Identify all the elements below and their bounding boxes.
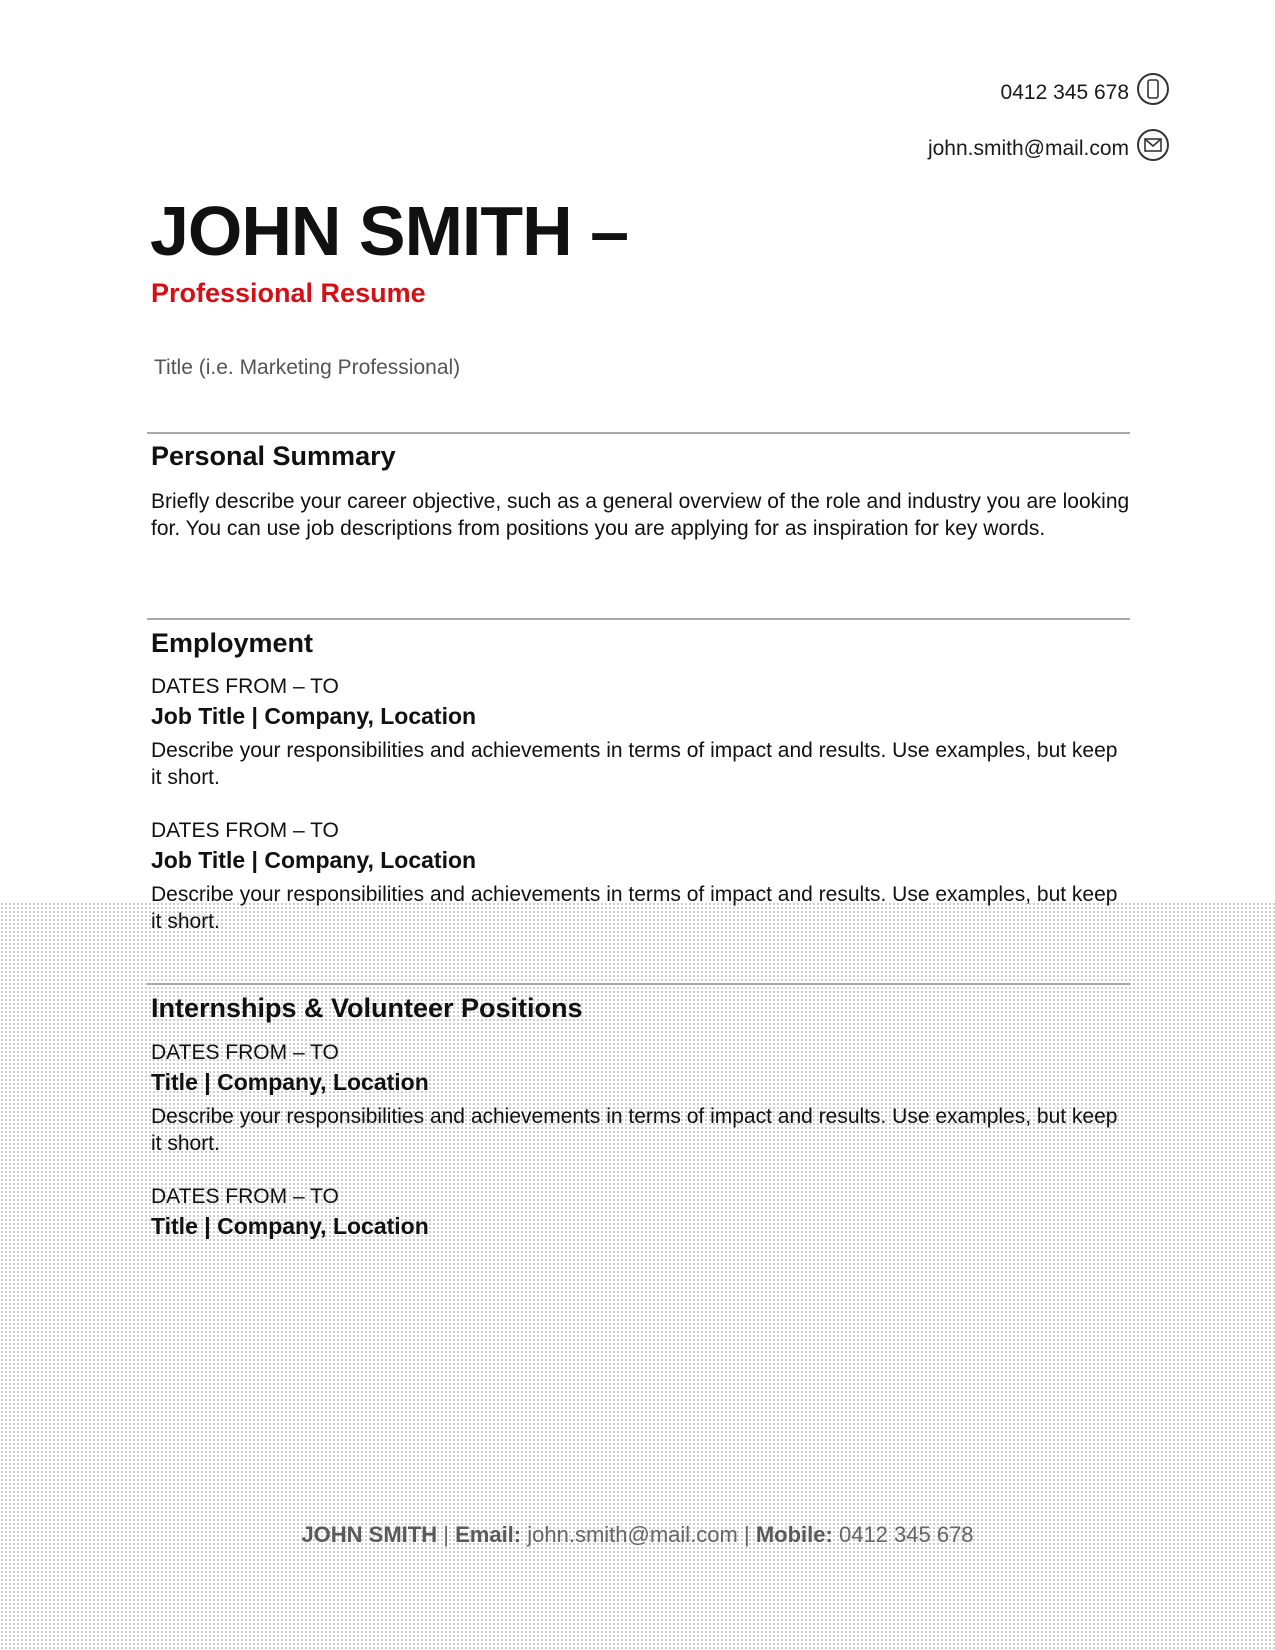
role-title-placeholder: Title (i.e. Marketing Professional) <box>154 356 461 379</box>
footer-separator: | <box>443 1522 449 1547</box>
footer-phone: 0412 345 678 <box>838 1522 974 1547</box>
employment-description: Describe your responsibilities and achievements in terms of impact and results. Use examples, but keep it short. <box>151 739 1118 789</box>
footer-name: JOHN SMITH <box>301 1522 438 1547</box>
footer-separator: | <box>744 1522 750 1547</box>
header-email-row <box>928 133 1169 165</box>
personal-summary-heading: Personal Summary <box>151 441 396 471</box>
resume-subtitle: Professional Resume <box>151 278 426 308</box>
section-divider <box>147 983 1130 985</box>
section-divider <box>147 618 1130 620</box>
internship-dates: DATES FROM – TO <box>151 1041 339 1064</box>
footer-email[interactable]: john.smith@mail.com <box>527 1522 738 1547</box>
internships-heading: Internships & Volunteer Positions <box>151 993 583 1023</box>
internship-title: Title | Company, Location <box>151 1069 429 1095</box>
employment-heading: Employment <box>151 628 314 658</box>
resume-name-heading: JOHN SMITH – <box>150 192 629 270</box>
header-email-text[interactable]: john.smith@mail.com <box>927 137 1129 160</box>
section-divider <box>147 432 1130 434</box>
footer-email-label: Email: <box>455 1522 522 1547</box>
internship-title: Title | Company, Location <box>151 1213 429 1239</box>
footer-mobile-label: Mobile: <box>755 1522 833 1547</box>
employment-description: Describe your responsibilities and achievements in terms of impact and results. Use examples, but keep it short. <box>151 883 1118 933</box>
internship-dates: DATES FROM – TO <box>151 1185 339 1208</box>
header-phone-row <box>1001 77 1169 109</box>
page-footer <box>0 1522 1275 1548</box>
mobile-phone-icon <box>1137 73 1169 105</box>
envelope-icon <box>1137 129 1169 161</box>
internship-description: Describe your responsibilities and achievements in terms of impact and results. Use examples, but keep it short. <box>151 1105 1118 1155</box>
header-phone-text: 0412 345 678 <box>1000 81 1129 104</box>
employment-job-title: Job Title | Company, Location <box>151 703 477 729</box>
employment-dates: DATES FROM – TO <box>151 819 339 842</box>
employment-job-title: Job Title | Company, Location <box>151 847 477 873</box>
employment-dates: DATES FROM – TO <box>151 675 339 698</box>
personal-summary-text: Briefly describe your career objective, such as a general overview of the role and industry you are looking for. You can use job descriptions from positions you are applying for as inspiration for key words. <box>151 490 1130 540</box>
